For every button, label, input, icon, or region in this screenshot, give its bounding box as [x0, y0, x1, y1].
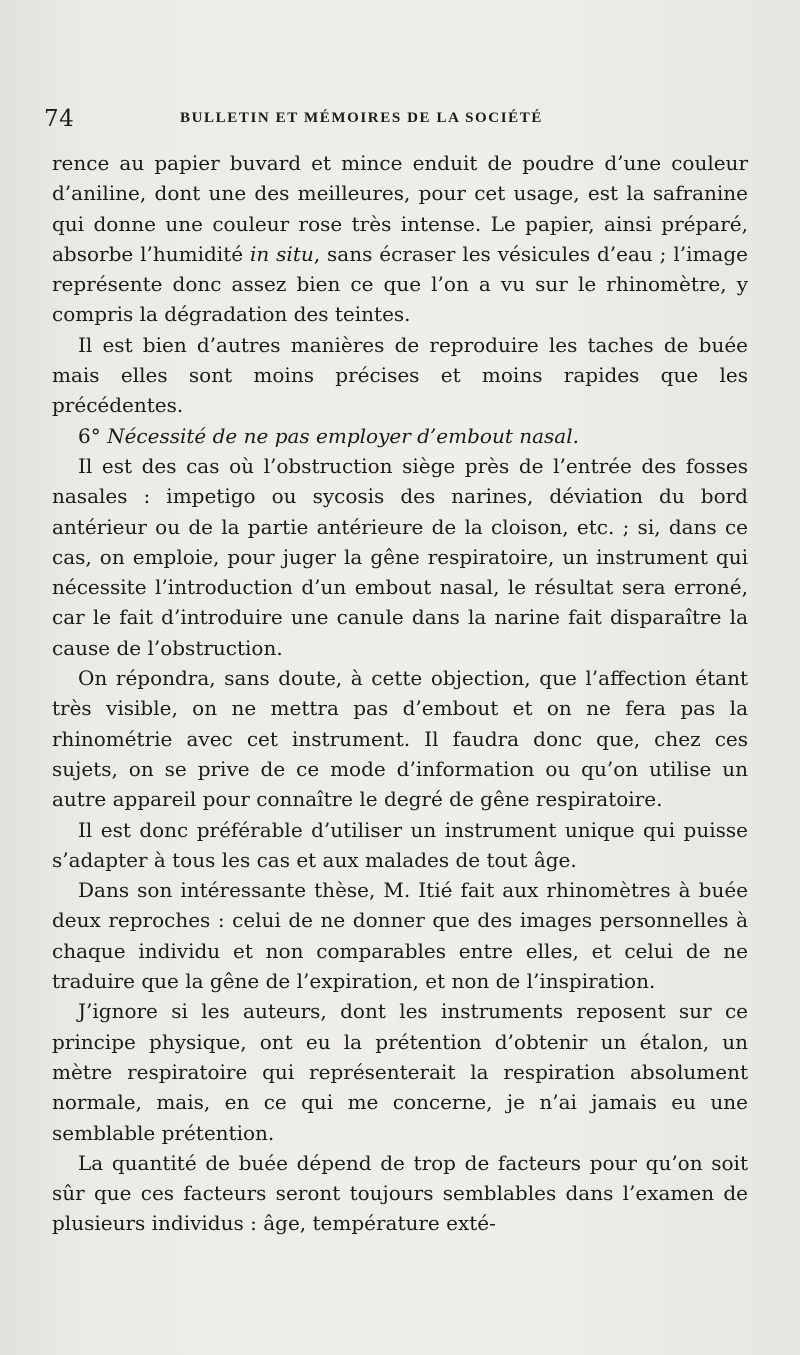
- page-number: 74: [44, 106, 75, 132]
- italic-term: in situ: [249, 241, 314, 266]
- body-text: [52, 148, 748, 1239]
- paragraph: La quantité de buée dépend de trop de facteurs pour qu’on soit sûr que ces facteurs seront toujours semblables dans l’examen de plusieurs individus : âge, température exté-: [52, 1150, 748, 1236]
- section-heading: [52, 421, 748, 451]
- section-number: 6°: [78, 423, 101, 448]
- paragraph: Il est des cas où l’obstruction siège près de l’entrée des fosses nasales : impetigo ou sycosis des narines, déviation du bord antérieur ou de la partie antérieure de la cloison, etc. ; si, dans ce cas, on emploie, pour juger la gêne respiratoire, un instrument qui nécessite l’introduction d’un embout nasal, le résultat sera erroné, car le fait d’introduire une canule dans la narine fait disparaître la cause de l’obstruction.: [52, 453, 748, 660]
- running-title: BULLETIN ET MÉMOIRES DE LA SOCIÉTÉ: [180, 110, 543, 126]
- paragraph: Il est donc préférable d’utiliser un instrument unique qui puisse s’adapter à tous les cas et aux malades de tout âge.: [52, 817, 748, 872]
- paragraph-continuation: rence au papier buvard et mince enduit de poudre d’une couleur d’aniline, dont une des meilleures, pour cet usage, est la safranine qui donne une couleur rose très intense. Le papier, ainsi préparé, absorbe l’humidité in situ, sans écraser les vésicules d’eau ; l’image représente donc assez bien ce que l’on a vu sur le rhinomètre, y compris la dégradation des teintes.: [52, 151, 748, 327]
- section-heading-text: Nécessité de ne pas employer d’embout nasal.: [107, 423, 579, 448]
- paragraph: Dans son intéressante thèse, M. Itié fait aux rhinomètres à buée deux reproches : celui de ne donner que des images personnelles à chaque individu et non comparables entre elles, et celui de ne traduire que la gêne de l’expiration, et non de l’inspiration.: [52, 878, 748, 994]
- paragraph: On répondra, sans doute, à cette objection, que l’affection étant très visible, on ne mettra pas d’embout et on ne fera pas la rhinométrie avec cet instrument. Il faudra donc que, chez ces sujets, on se prive de ce mode d’information ou qu’on utilise un autre appareil pour connaître le degré de gêne respiratoire.: [52, 666, 748, 812]
- paragraph: J’ignore si les auteurs, dont les instruments reposent sur ce principe physique, ont eu la prétention d’obtenir un étalon, un mètre respiratoire qui représenterait la respiration absolument normale, mais, en ce qui me concerne, je n’ai jamais eu une semblable prétention.: [52, 999, 748, 1145]
- paragraph: Il est bien d’autres manières de reproduire les taches de buée mais elles sont moins précises et moins rapides que les précédentes.: [52, 332, 748, 418]
- page-header: [44, 106, 744, 146]
